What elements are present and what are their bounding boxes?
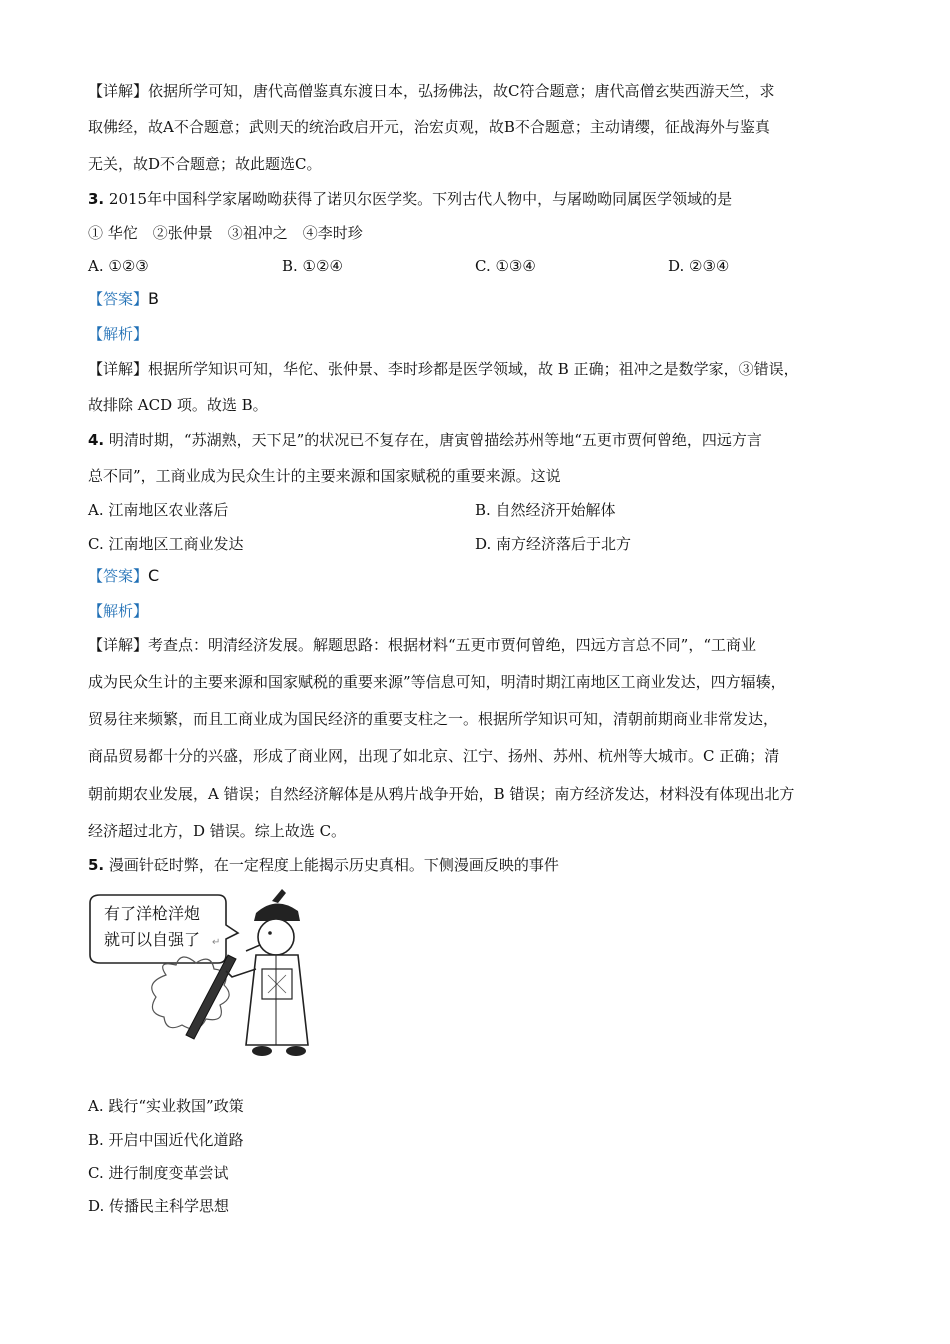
question-3-option-b[interactable]: B. ①②④: [282, 257, 343, 275]
question-5-stem: 5. 漫画针砭时弊，在一定程度上能揭示历史真相。下侧漫画反映的事件: [88, 856, 559, 874]
bubble-text-line2: 就可以自强了: [104, 930, 201, 949]
question-3-option-c[interactable]: C. ①③④: [475, 257, 536, 275]
question-5-option-b[interactable]: B. 开启中国近代化道路: [88, 1131, 244, 1149]
question-4-answer: 【答案】C: [88, 566, 160, 585]
question-3-option-a[interactable]: A. ①②③: [88, 257, 149, 275]
detail-text: 取佛经，故A不合题意；武则天的统治政启开元，治宏贞观，故B不合题意；主动请缨，征战海外与鉴真: [88, 118, 770, 136]
question-4-option-b[interactable]: B. 自然经济开始解体: [475, 501, 616, 519]
question-4-stem: 4. 明清时期，“苏湖熟，天下足”的状况已不复存在，唐寅曾描绘苏州等地“五更市贾何曾绝，四远方言: [88, 431, 762, 449]
question-3-detail: 故排除 ACD 项。故选 B。: [88, 396, 268, 414]
question-4-option-d[interactable]: D. 南方经济落后于北方: [475, 535, 632, 553]
question-3-items: ① 华佗 ②张仲景 ③祖冲之 ④李时珍: [88, 224, 363, 242]
question-4-detail: 商品贸易都十分的兴盛，形成了商业网，出现了如北京、江宁、扬州、苏州、杭州等大城市。C 正确；清: [88, 747, 780, 765]
detail-text: 【详解】依据所学可知，唐代高僧鉴真东渡日本，弘扬佛法，故C符合题意；唐代高僧玄奘西游天竺，求: [88, 82, 775, 100]
question-4-detail: 经济超过北方，D 错误。综上故选 C。: [88, 822, 347, 840]
question-4-option-a[interactable]: A. 江南地区农业落后: [88, 501, 229, 519]
cartoon-illustration: [86, 885, 336, 1065]
question-4-option-c[interactable]: C. 江南地区工商业发达: [88, 535, 244, 553]
question-4-detail: 贸易往来频繁，而且工商业成为国民经济的重要支柱之一。根据所学知识可知，清朝前期商业非常发达，: [88, 710, 779, 728]
question-4-analysis-tag: 【解析】: [88, 602, 149, 620]
question-3-analysis-tag: 【解析】: [88, 325, 149, 343]
detail-text: 无关，故D不合题意；故此题选C。: [88, 155, 322, 173]
svg-text:↵: ↵: [212, 937, 221, 948]
question-5-option-c[interactable]: C. 进行制度变革尝试: [88, 1164, 229, 1182]
question-4-detail: 朝前期农业发展，A 错误；自然经济解体是从鸦片战争开始，B 错误；南方经济发达，材料没有体现出北方: [88, 785, 795, 803]
question-4-detail: 成为民众生计的主要来源和国家赋税的重要来源”等信息可知，明清时期江南地区工商业发达，四方辐辏，: [88, 673, 786, 691]
question-3-stem: 3. 2015年中国科学家屠呦呦获得了诺贝尔医学奖。下列古代人物中，与屠呦呦同属医学领域的是: [88, 190, 733, 208]
question-3-option-d[interactable]: D. ②③④: [668, 257, 730, 275]
question-3-detail: 【详解】根据所学知识可知，华佗、张仲景、李时珍都是医学领域，故 B 正确；祖冲之是数学家，③错误，: [88, 360, 799, 378]
question-4-detail: 【详解】考查点：明清经济发展。解题思路：根据材料“五更市贾何曾绝，四远方言总不同”，“工商业: [88, 636, 757, 654]
question-3-answer: 【答案】B: [88, 289, 159, 308]
bubble-text-line1: 有了洋枪洋炮: [104, 904, 201, 923]
question-5-option-a[interactable]: A. 践行“实业救国”政策: [88, 1097, 244, 1115]
question-4-stem: 总不同”，工商业成为民众生计的主要来源和国家赋税的重要来源。这说: [88, 467, 561, 485]
question-5-option-d[interactable]: D. 传播民主科学思想: [88, 1197, 230, 1215]
